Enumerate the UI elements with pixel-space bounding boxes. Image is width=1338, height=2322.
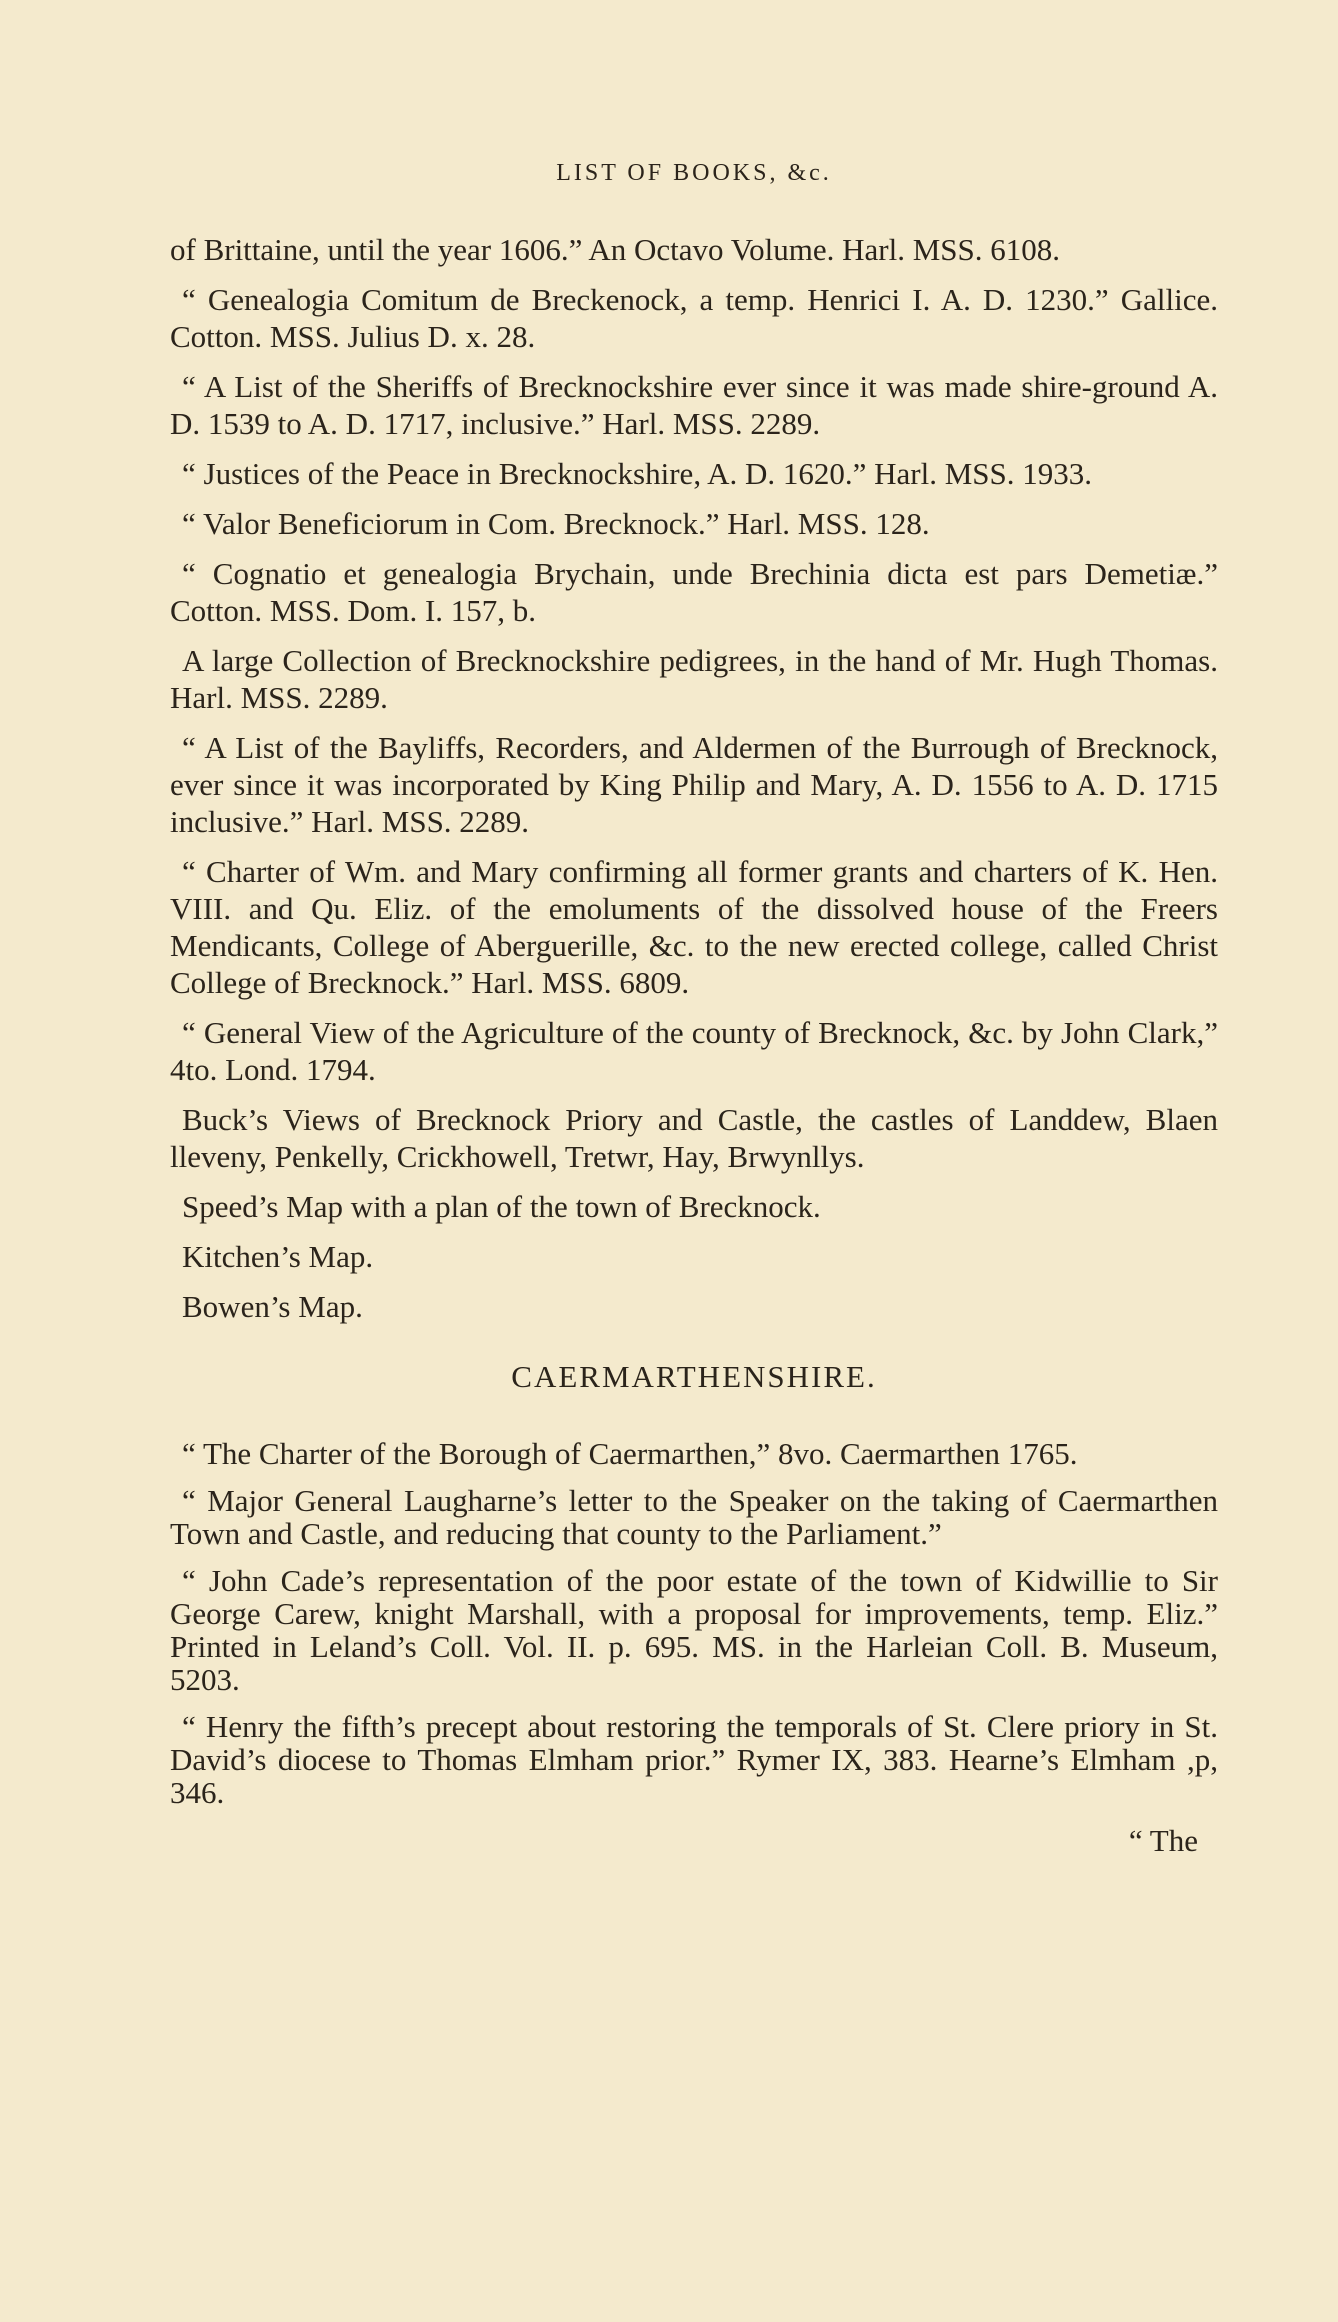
section-brecknockshire [170,231,1218,1325]
bibliography-entry: Kitchen’s Map. [182,1239,374,1274]
bibliography-entry: “ Genealogia Comitum de Breckenock, a temp. Henrici I. A. D. 1230.” Gallice. Cotton. MSS. Julius D. x. 28. [170,282,1218,354]
bibliography-entry: “ Justices of the Peace in Brecknockshire, A. D. 1620.” Harl. MSS. 1933. [182,456,1093,491]
bibliography-entry: A large Collection of Brecknockshire pedigrees, in the hand of Mr. Hugh Thomas. Harl. MSS. 2289. [170,643,1218,715]
bibliography-entry: “ John Cade’s representation of the poor estate of the town of Kidwillie to Sir George Carew, knight Marshall, with a proposal for improvements, temp. Eliz.” Printed in Leland’s Coll. Vol. II. p. 695. MS. in the Harleian Coll. B. Museum, 5203. [170,1563,1218,1697]
running-title: LIST OF BOOKS, &c. [556,160,832,186]
catchword: “ The [1128,1823,1198,1858]
bibliography-entry: Speed’s Map with a plan of the town of Brecknock. [182,1189,821,1224]
bibliography-entry: “ Cognatio et genealogia Brychain, unde Brechinia dicta est pars Demetiæ.” Cotton. MSS. Dom. I. 157, b. [170,556,1218,628]
bibliography-entry: “ Charter of Wm. and Mary confirming all former grants and charters of K. Hen. VIII. and Qu. Eliz. of the emoluments of the dissolved house of the Freers Mendicants, College of Aberguerille, &c. to the new erected college, called Christ College of Brecknock.” Harl. MSS. 6809. [170,854,1218,1000]
section-caermarthenshire [170,1437,1218,1809]
bibliography-entry: Buck’s Views of Brecknock Priory and Castle, the castles of Landdew, Blaen lleveny, Penkelly, Crickhowell, Tretwr, Hay, Brwynllys. [170,1102,1218,1174]
bibliography-entry: of Brittaine, until the year 1606.” An Octavo Volume. Harl. MSS. 6108. [170,232,1060,267]
bibliography-entry: “ The Charter of the Borough of Caermarthen,” 8vo. Caermarthen 1765. [182,1436,1078,1471]
bibliography-entry: “ A List of the Bayliffs, Recorders, and Aldermen of the Burrough of Brecknock, ever since it was incorporated by King Philip and Mary, A. D. 1556 to A. D. 1715 inclusive.” Harl. MSS. 2289. [170,730,1218,839]
section-heading-caermarthenshire: CAERMARTHENSHIRE. [511,1359,877,1394]
bibliography-entry: “ A List of the Sheriffs of Brecknockshire ever since it was made shire-ground A. D. 1539 to A. D. 1717, inclusive.” Harl. MSS. 2289. [170,369,1218,441]
bibliography-entry: “ Major General Laugharne’s letter to the Speaker on the taking of Caermarthen Town and Castle, and reducing that county to the Parliament.” [170,1483,1218,1551]
bibliography-entry: “ Valor Beneficiorum in Com. Brecknock.” Harl. MSS. 128. [182,506,930,541]
bibliography-entry: “ General View of the Agriculture of the county of Brecknock, &c. by John Clark,” 4to. Lond. 1794. [170,1015,1218,1087]
bibliography-entry: Bowen’s Map. [182,1289,363,1324]
bibliography-entry: “ Henry the fifth’s precept about restoring the temporals of St. Clere priory in St. David’s diocese to Thomas Elmham prior.” Rymer IX, 383. Hearne’s Elmham ,p, 346. [170,1709,1218,1810]
